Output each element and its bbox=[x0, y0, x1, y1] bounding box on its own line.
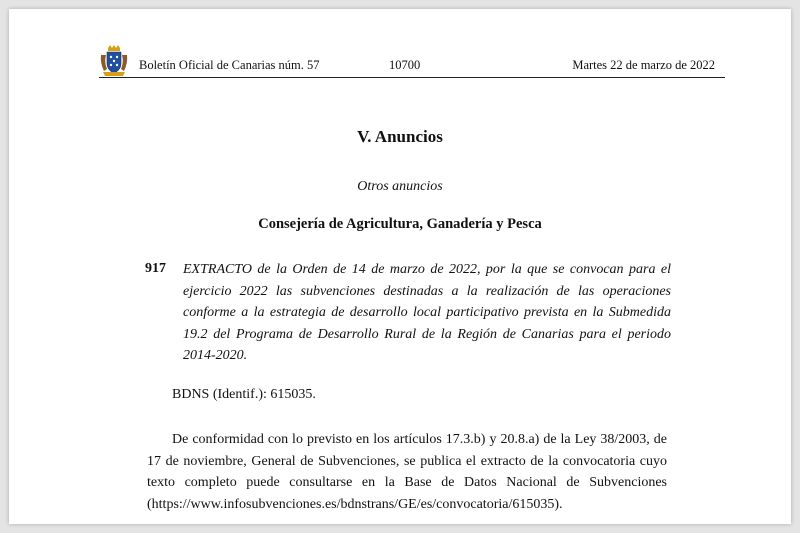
publication-date: Martes 22 de marzo de 2022 bbox=[572, 58, 715, 72]
coat-of-arms-icon bbox=[99, 45, 129, 77]
announcement-number: 917 bbox=[145, 261, 166, 276]
body-paragraph: De conformidad con lo previsto en los artículos 17.3.b) y 20.8.a) de la Ley 38/2003, de 17 de noviembre, General de Subvenciones, se publica el extracto de la convocatoria cuyo texto completo puede consultarse en la Base de Datos Nacional de Subvenciones (https://www.infosubvenciones.es/bdnstrans/GE/es/convocatoria/615035). bbox=[147, 432, 667, 512]
bulletin-header bbox=[99, 49, 723, 79]
bdns-identifier: BDNS (Identif.): 615035. bbox=[172, 387, 316, 402]
document-page bbox=[9, 9, 791, 524]
publication-name: Boletín Oficial de Canarias núm. 57 bbox=[139, 58, 320, 72]
announcement-extract: EXTRACTO de la Orden de 14 de marzo de 2022, por la que se convocan para el ejercicio 2022 las subvenciones destinadas a la realización de las operaciones conforme a la estrategia de desarrollo local participativo prevista en la Submedida 19.2 del Programa de Desarrollo Rural de la Región de Canarias para el periodo 2014-2020. bbox=[183, 262, 671, 363]
section-title: V. Anuncios bbox=[357, 127, 443, 146]
department-title: Consejería de Agricultura, Ganadería y Pesca bbox=[258, 216, 542, 232]
subsection-title: Otros anuncios bbox=[357, 179, 443, 194]
page-number: 10700 bbox=[389, 58, 421, 72]
header-divider bbox=[99, 77, 725, 78]
